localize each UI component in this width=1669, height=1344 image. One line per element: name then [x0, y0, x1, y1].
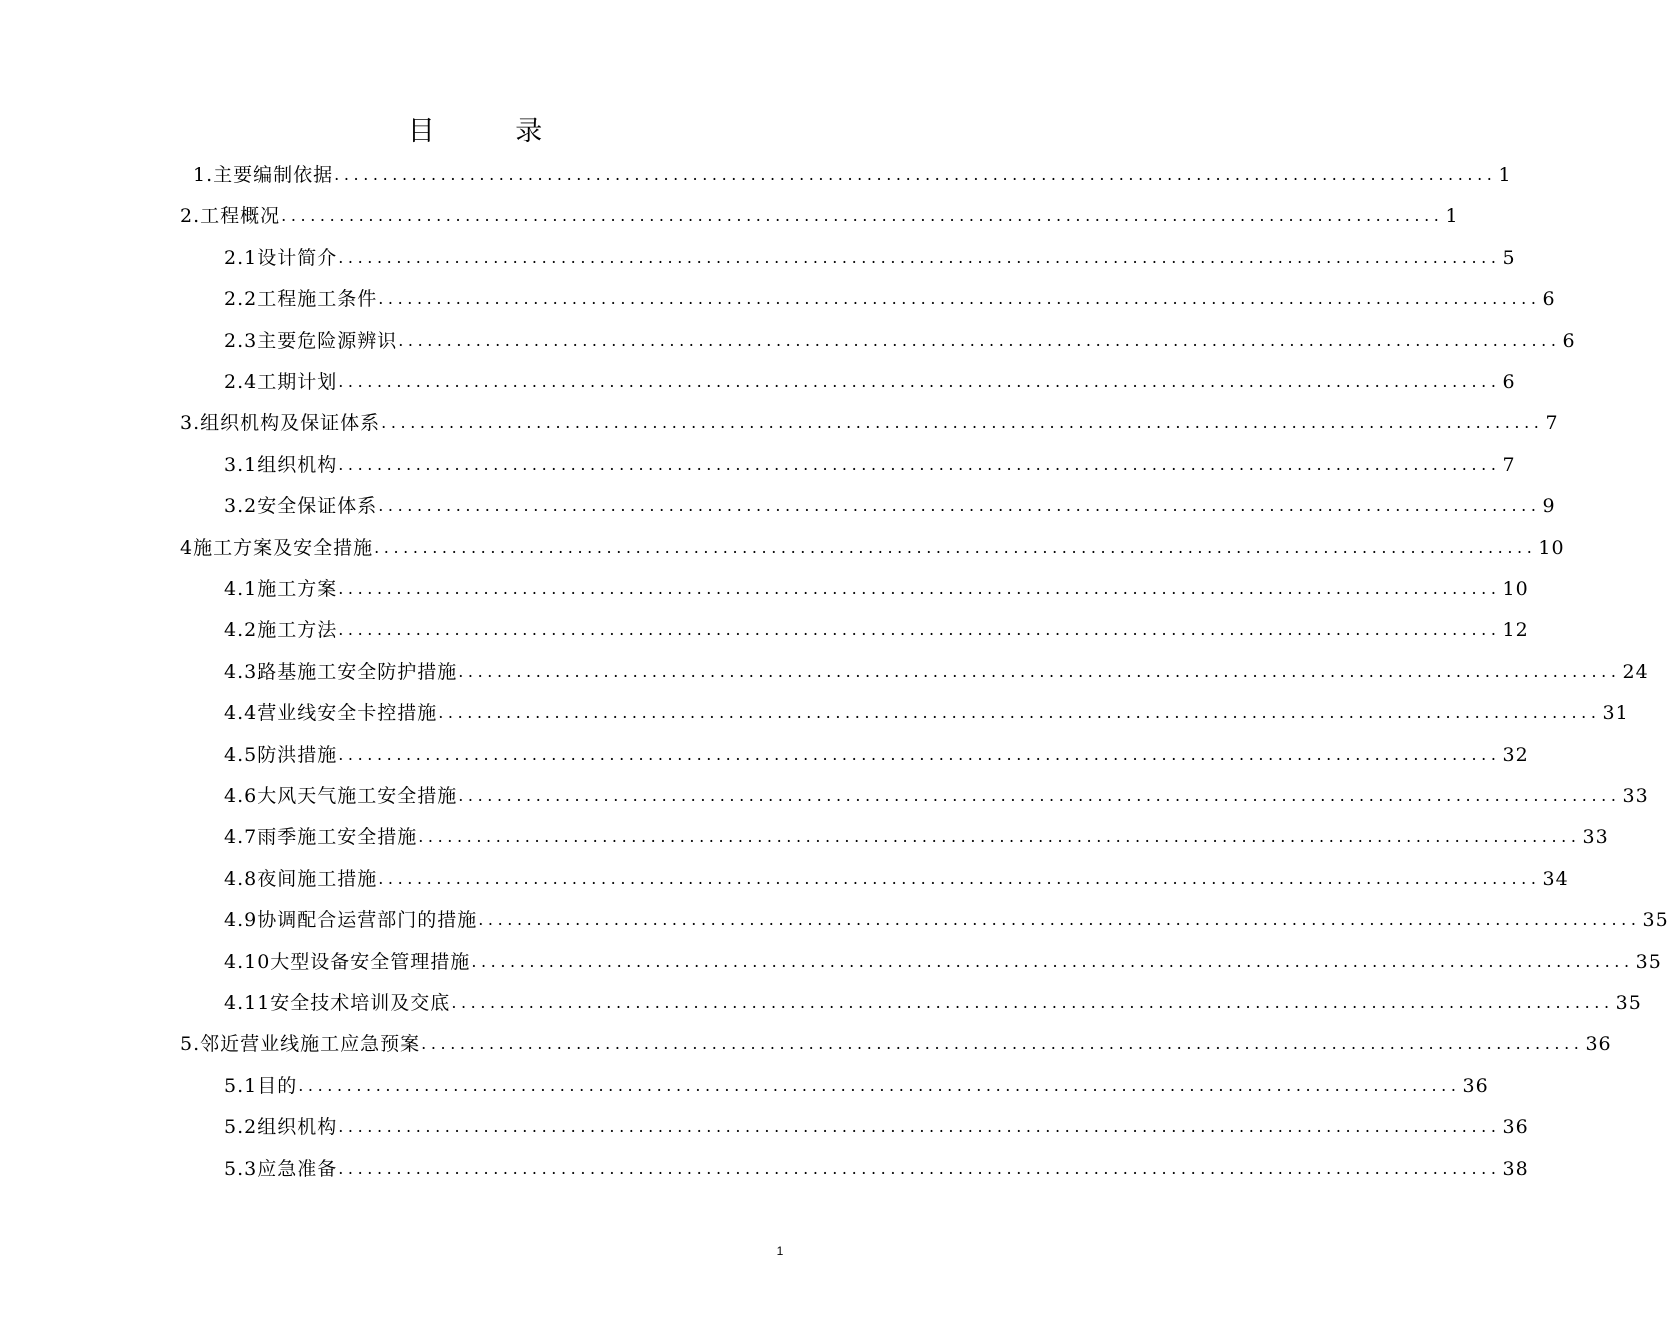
toc-entry[interactable] [224, 486, 1556, 526]
toc-entry[interactable] [180, 403, 1559, 443]
toc-entry-page-number: 36 [1462, 1074, 1489, 1097]
toc-entry-title: 4.3路基施工安全防护措施 [224, 660, 458, 683]
toc-entry-title: 2.2工程施工条件 [224, 288, 378, 311]
toc-entry-title: 5.邻近营业线施工应急预案 [180, 1033, 421, 1056]
toc-entry-leader: ........................................................................................................................ [378, 496, 1541, 516]
toc-entry-title: 2.1设计简介 [224, 246, 338, 269]
toc-entry-page-number: 9 [1542, 495, 1556, 518]
toc-entry-leader: ........................................................................................................................ [471, 951, 1634, 971]
toc-entry[interactable] [224, 859, 1569, 899]
toc-entry-page-number: 24 [1622, 660, 1649, 683]
toc-entry[interactable] [224, 610, 1529, 650]
toc-entry-page-number: 1 [1498, 164, 1512, 186]
toc-entry[interactable] [224, 983, 1642, 1023]
toc-entry[interactable] [180, 528, 1565, 568]
toc-entry[interactable] [224, 1149, 1529, 1189]
toc-entry[interactable] [224, 445, 1516, 485]
toc-entry[interactable] [224, 817, 1609, 857]
toc-entry-title: 5.1目的 [224, 1074, 298, 1097]
toc-entry-title: 3.组织机构及保证体系 [180, 412, 381, 435]
toc-entry-page-number: 6 [1502, 371, 1516, 393]
toc-entry[interactable] [224, 900, 1669, 940]
toc-entry-title: 4.4营业线安全卡控措施 [224, 702, 438, 725]
toc-entry-page-number: 35 [1642, 909, 1669, 932]
toc-entry[interactable] [224, 1107, 1529, 1147]
toc-entry[interactable] [224, 238, 1516, 278]
toc-entry-leader: ........................................................................................................................ [421, 1034, 1584, 1054]
footer-page-number: 1 [776, 1244, 784, 1258]
toc-entry-page-number: 1 [1445, 205, 1459, 228]
toc-entry-page-number: 38 [1502, 1157, 1529, 1180]
toc-entry-page-number: 6 [1562, 329, 1576, 352]
toc-entry-leader: ........................................................................................................................ [458, 786, 1621, 805]
toc-entry-leader: ........................................................................................................................ [458, 661, 1621, 681]
toc-entry-leader: ........................................................................................................................ [338, 247, 1501, 267]
toc-entry-page-number: 10 [1538, 536, 1565, 559]
toc-entry[interactable] [224, 1066, 1489, 1106]
toc-entry[interactable] [193, 155, 1512, 195]
toc-entry-leader: ........................................................................................................................ [338, 454, 1501, 474]
toc-entry-leader: ........................................................................................................................ [378, 868, 1541, 888]
toc-entry-page-number: 31 [1602, 702, 1629, 725]
toc-entry-page-number: 35 [1615, 992, 1642, 1014]
toc-entry-title: 4.6大风天气施工安全措施 [224, 785, 458, 807]
toc-entry-leader: ........................................................................................................................ [378, 289, 1541, 309]
toc-entry[interactable] [224, 735, 1529, 775]
toc-entry-leader: ........................................................................................................................ [338, 744, 1501, 764]
toc-entry-title: 4.2施工方法 [224, 619, 338, 642]
toc-entry-leader: ........................................................................................................................ [398, 330, 1561, 350]
toc-entry-title: 3.2安全保证体系 [224, 495, 378, 518]
toc-entry-title: 5.3应急准备 [224, 1157, 338, 1180]
toc-entry-title: 4.7雨季施工安全措施 [224, 826, 418, 849]
toc-entry-leader: ........................................................................................................................ [298, 1075, 1461, 1095]
toc-entry-leader: ........................................................................................................................ [451, 993, 1614, 1012]
toc-entry-title: 5.2组织机构 [224, 1116, 338, 1139]
toc-entry-title: 4.1施工方案 [224, 578, 338, 600]
toc-entry-leader: ........................................................................................................................ [478, 910, 1641, 930]
toc-entry-title: 4施工方案及安全措施 [180, 536, 374, 559]
toc-entry[interactable] [224, 942, 1662, 982]
toc-entry-title: 4.9协调配合运营部门的措施 [224, 909, 478, 932]
toc-entry[interactable] [224, 362, 1516, 402]
toc-entry-page-number: 35 [1635, 950, 1662, 973]
toc-entry-page-number: 36 [1585, 1033, 1612, 1056]
toc-entry-leader: ........................................................................................................................ [438, 703, 1601, 723]
toc-entry-leader: ........................................................................................................................ [374, 537, 1537, 557]
toc-entry-leader: ........................................................................................................................ [338, 372, 1501, 391]
toc-entry-leader: ........................................................................................................................ [334, 165, 1497, 184]
toc-entry-leader: ........................................................................................................................ [338, 579, 1501, 598]
toc-entry-page-number: 33 [1582, 826, 1609, 849]
toc-entry-title: 4.5防洪措施 [224, 743, 338, 766]
toc-entry-leader: ........................................................................................................................ [338, 1158, 1501, 1178]
toc-entry-title: 3.1组织机构 [224, 453, 338, 476]
toc-title: 目 录 [407, 116, 579, 147]
toc-entry-page-number: 6 [1542, 288, 1556, 311]
toc-entry[interactable] [180, 196, 1459, 236]
toc-entry-page-number: 12 [1502, 619, 1529, 642]
toc-entry-title: 4.8夜间施工措施 [224, 867, 378, 890]
toc-entry-title: 2.3主要危险源辨识 [224, 329, 398, 352]
toc-entry-leader: ........................................................................................................................ [338, 1117, 1501, 1137]
toc-entry-title: 4.11安全技术培训及交底 [224, 992, 451, 1014]
toc-entry-page-number: 7 [1502, 453, 1516, 476]
toc-entry[interactable] [224, 569, 1529, 609]
toc-entry[interactable] [224, 279, 1556, 319]
toc-entry-title: 2.4工期计划 [224, 371, 338, 393]
toc-entry-page-number: 7 [1545, 412, 1559, 435]
toc-entry-leader: ........................................................................................................................ [381, 413, 1544, 433]
toc-entry-title: 4.10大型设备安全管理措施 [224, 950, 471, 973]
toc-entry[interactable] [224, 321, 1576, 361]
toc-entry-page-number: 33 [1622, 785, 1649, 807]
toc-entry[interactable] [224, 776, 1649, 816]
toc-entry[interactable] [224, 652, 1649, 692]
toc-entry[interactable] [180, 1024, 1612, 1064]
toc-entry-title: 1.主要编制依据 [193, 164, 334, 186]
toc-entry-leader: ........................................................................................................................ [418, 827, 1581, 847]
toc-entry-page-number: 32 [1502, 743, 1529, 766]
toc-entry-page-number: 36 [1502, 1116, 1529, 1139]
toc-entry-leader: ........................................................................................................................ [281, 206, 1444, 226]
toc-entry-leader: ........................................................................................................................ [338, 620, 1501, 640]
toc-entry-page-number: 5 [1502, 246, 1516, 269]
toc-entry-page-number: 10 [1502, 578, 1529, 600]
toc-entry-page-number: 34 [1542, 867, 1569, 890]
toc-entry[interactable] [224, 693, 1629, 733]
toc-entry-title: 2.工程概况 [180, 205, 281, 228]
